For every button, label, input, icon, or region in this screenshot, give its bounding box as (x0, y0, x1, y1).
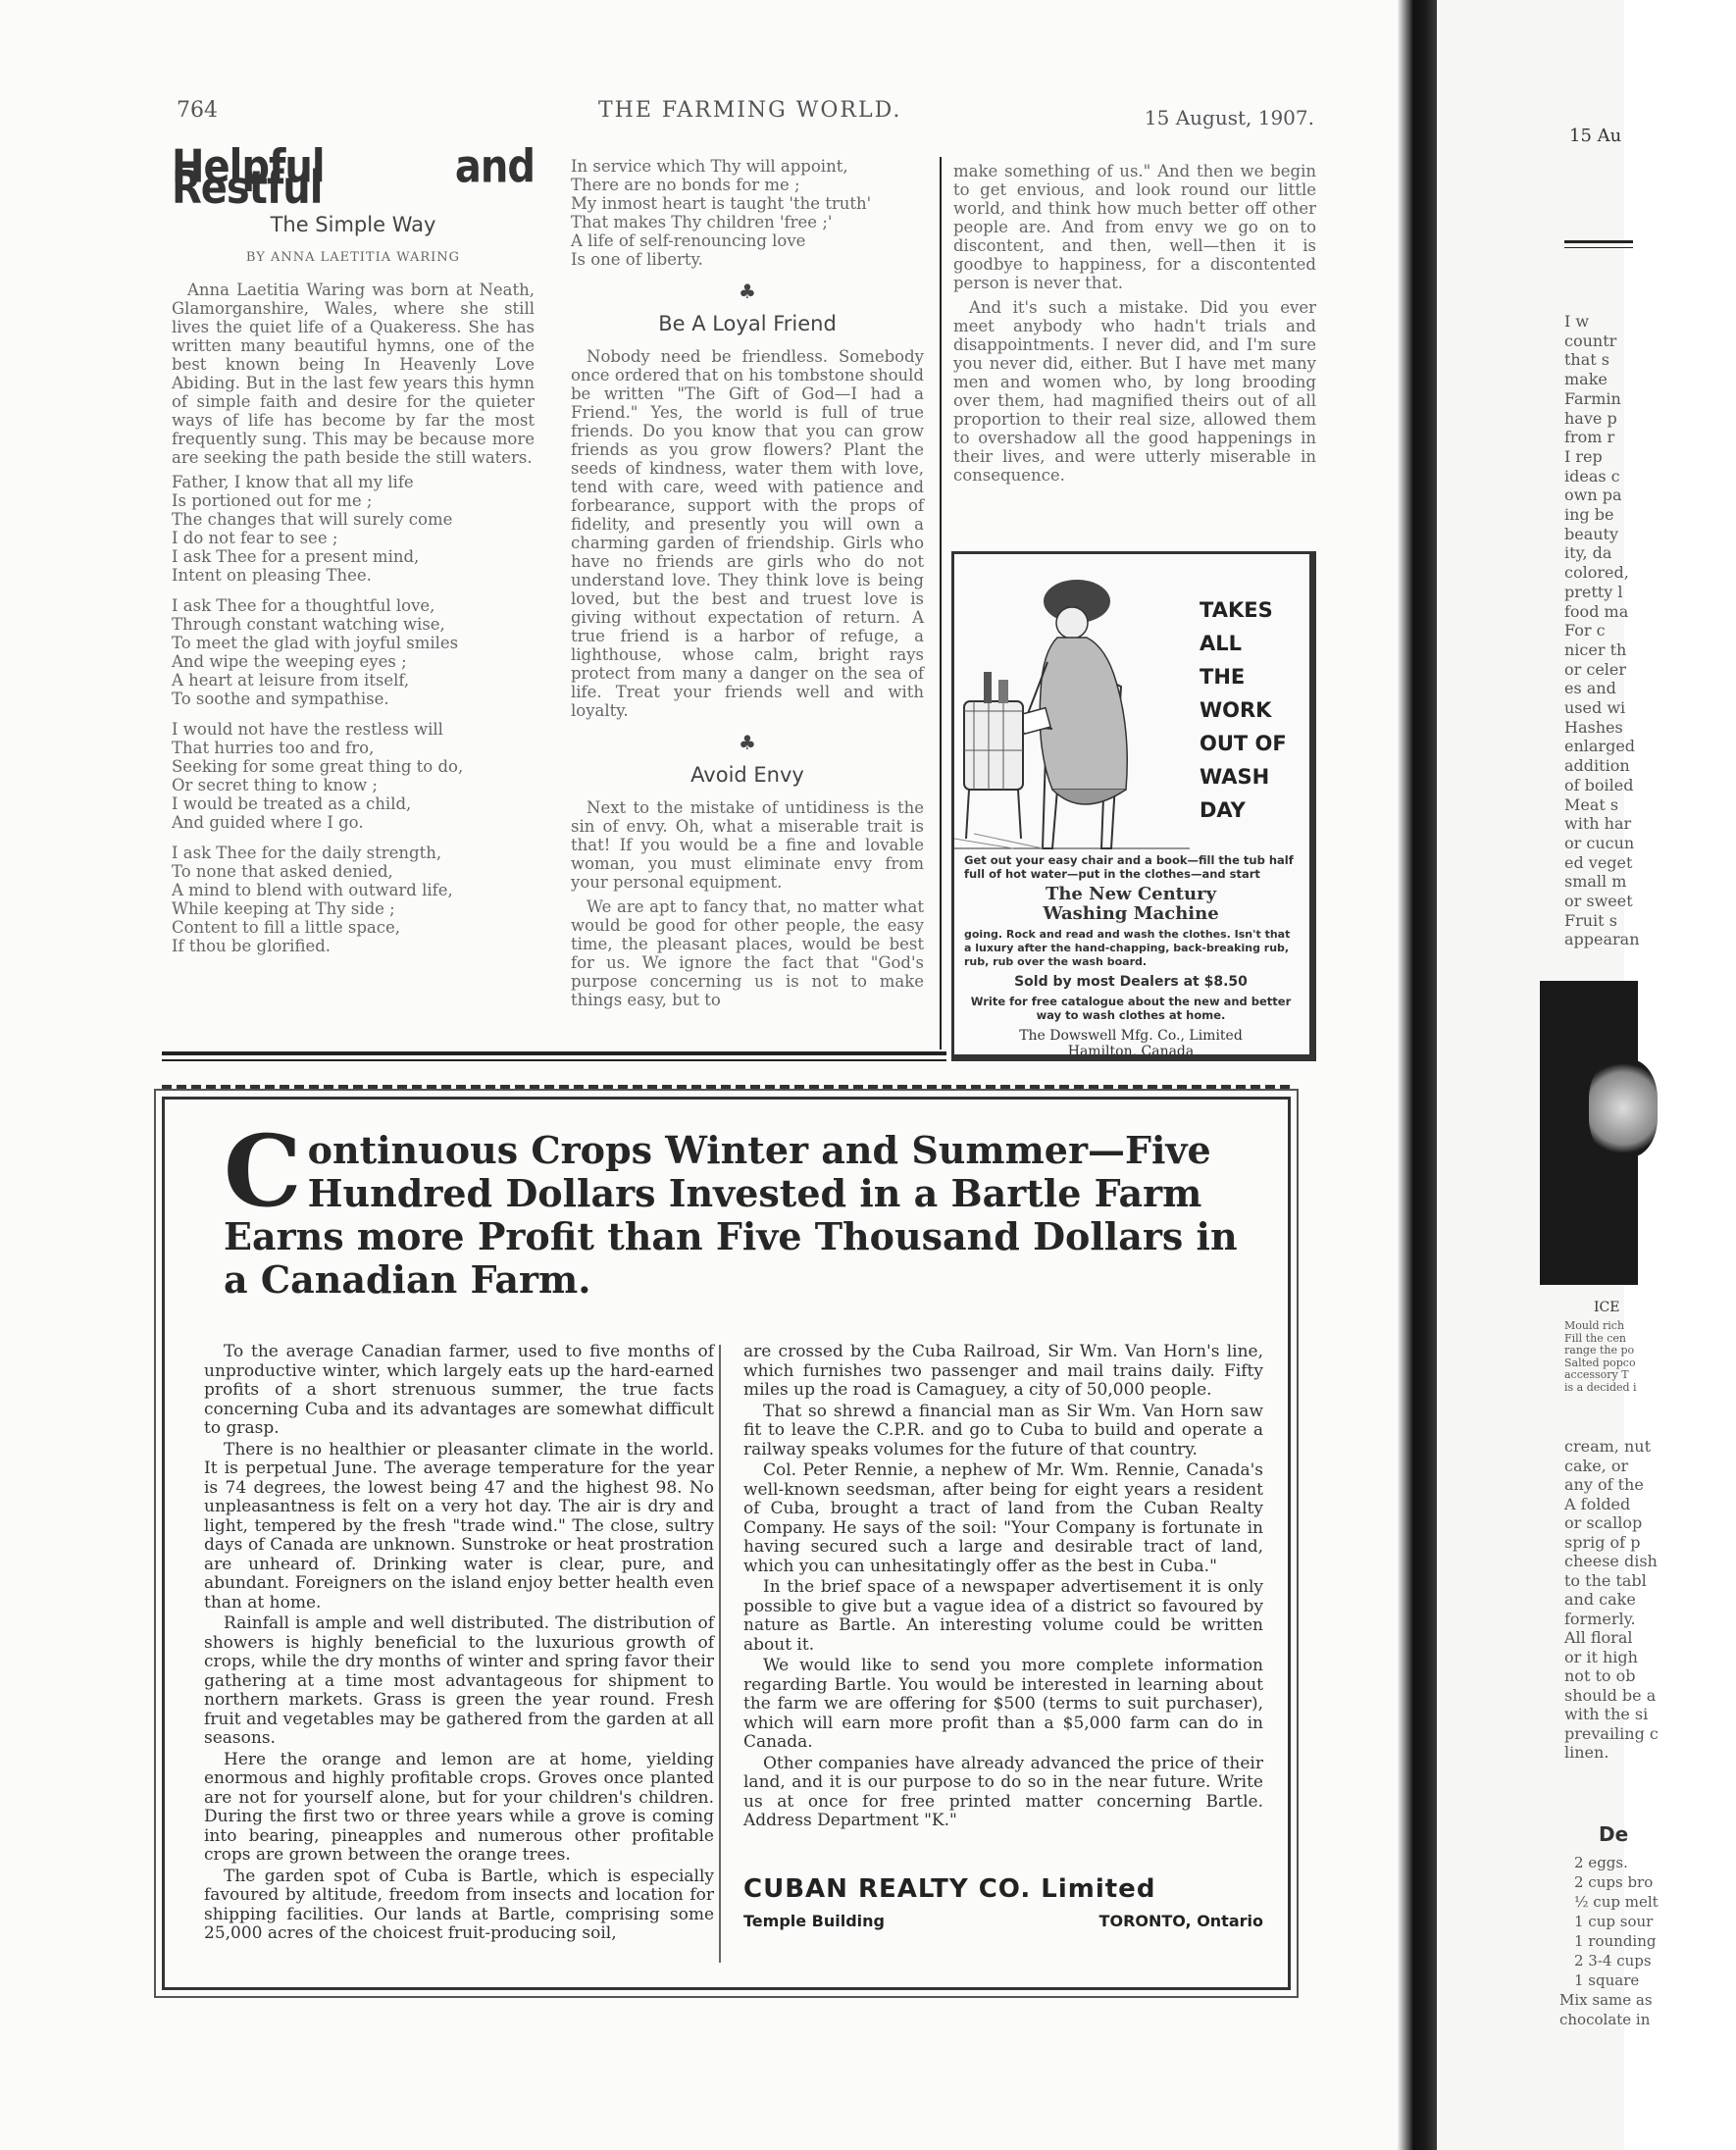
ad-left-column (204, 1343, 714, 1946)
address-city: TORONTO, Ontario (1098, 1912, 1263, 1930)
facing-line: es and (1564, 679, 1616, 698)
section-title: Helpful and Restful (172, 140, 535, 215)
facing-line: 2 3-4 cups (1574, 1952, 1652, 1970)
facing-line: 1 rounding (1574, 1932, 1657, 1950)
facing-line: make (1564, 370, 1608, 389)
facing-line: Fill the cen (1564, 1331, 1626, 1345)
slogan-line: OUT OF (1200, 732, 1287, 755)
facing-line: have p (1564, 408, 1617, 428)
facing-rule (1564, 240, 1633, 243)
facing-line: ing be (1564, 505, 1614, 524)
facing-line: enlarged (1564, 737, 1636, 756)
woman-reading-illustration (954, 554, 1190, 858)
washing-machine-ad (951, 551, 1316, 1061)
facing-header: 15 Au (1569, 126, 1622, 146)
facing-line: All floral (1564, 1628, 1633, 1647)
dashed-rule (162, 1085, 1290, 1090)
facing-line: food ma (1564, 601, 1629, 621)
ad-paragraph: Here the orange and lemon are at home, yielding enormous and highly profitable crops. Groves once planted are not for yourself alone, but for your children's children. During the first two or three years while a grove is coming into bearing, pineapples and numerous other profitable crops are grown between the orange trees. (204, 1749, 714, 1865)
page-gutter (1398, 0, 1437, 2150)
column-helpful-and-restful (172, 140, 535, 967)
slogan-line: ALL (1200, 632, 1243, 655)
facing-line: or sweet (1564, 892, 1633, 910)
stanza-3: I would not have the restless will That hurries too and fro, Seeking for some great thing to do, Or secret thing to know ; I would be treated as a child, And guided where I go. (172, 720, 464, 832)
avoid-envy-text-2: We are apt to fancy that, no matter what would be good for other people, the easy time, the pleasant places, would be best for us. We ignore the fact that "God's purpose concerning us is not to make things easy, but to (571, 897, 924, 1009)
horizontal-rule (162, 1059, 946, 1061)
machine-name-1: The New Century (1045, 884, 1217, 904)
facing-line: nicer th (1564, 640, 1627, 659)
avoid-envy-continued-1: make something of us." And then we begin to get envious, and look round our little world, and think how much better off other people are. And from envy we go on to discontent, and then, well—then it is goodbye to happiness, for a discontented person is never that. (953, 162, 1316, 292)
stanza-2: I ask Thee for a thoughtful love, Through constant watching wise, To meet the glad with joyful smiles And wipe the weeping eyes ; A heart at leisure from itself, To soothe and sympathise. (172, 596, 459, 708)
facing-line: any of the (1564, 1475, 1644, 1494)
facing-line: with har (1564, 814, 1632, 834)
author-intro: Anna Laetitia Waring was born at Neath, Glamorganshire, Wales, where she still lives the quiet life of a Quakeress. She has written many beautiful hymns, one of the best known being In Heavenly Love Abiding. But in the last few years this hymn of simple faith and desire for the quieter ways of life has become by far the most frequently sung. This may be because more are seeking the path beside the still waters. (172, 281, 535, 467)
facing-line: prevailing c (1564, 1723, 1659, 1743)
ad-paragraph: We would like to send you more complete information regarding Bartle. You would be interested in learning about the farm we are offering for $500 (terms to suit purchaser), which will earn more profit than a $5,000 farm can do in Canada. (743, 1656, 1263, 1752)
facing-line: or celer (1564, 659, 1627, 679)
ad-slogan (1200, 593, 1298, 827)
stanza-4: I ask Thee for the daily strength, To none that asked denied, A mind to blend with outward life, While keeping at Thy side ; Content to fill a little space, If thou be glorified. (172, 844, 453, 955)
lace-photo (1540, 981, 1638, 1285)
company-address (743, 1912, 1263, 1941)
article-title-simple-way: The Simple Way (270, 213, 436, 236)
ad-paragraph: To the average Canadian farmer, used to five months of unproductive winter, which largely eats up the hard-earned profits of a short strenuous summer, the true facts concerning Cuba and its advantages are somewhat difficult to grasp. (204, 1342, 714, 1438)
issue-date: 15 August, 1907. (1144, 106, 1314, 129)
hymn-poem-end (571, 157, 924, 269)
slogan-line: DAY (1200, 798, 1246, 822)
doily-image (1589, 1059, 1658, 1157)
ad-company-city: Hamilton, Canada (1067, 1044, 1195, 1059)
facing-line: countr (1564, 331, 1617, 350)
facing-line: cream, nut (1564, 1437, 1651, 1456)
facing-line: should be a (1564, 1685, 1657, 1705)
facing-line: appearan (1564, 930, 1640, 949)
ad-company: The Dowswell Mfg. Co., Limited (1019, 1028, 1243, 1044)
facing-line: I rep (1564, 446, 1603, 466)
club-ornament-icon: ♣ (739, 280, 756, 303)
address-building: Temple Building (743, 1912, 886, 1930)
ad-price: Sold by most Dealers at $8.50 (1014, 974, 1248, 990)
facing-line: 2 eggs. (1574, 1854, 1628, 1871)
facing-line: Meat s (1564, 794, 1619, 814)
facing-line: ity, da (1564, 543, 1612, 563)
column-right (953, 162, 1316, 490)
facing-line: or it high (1564, 1647, 1638, 1666)
facing-line: range the po (1564, 1344, 1635, 1357)
ad-paragraph: That so shrewd a financial man as Sir Wm. Van Horn saw fit to leave the C.P.R. and go to Cuba to build and operate a railway speaks volumes for the future of that country. (743, 1401, 1263, 1459)
facing-line: ½ cup melt (1574, 1893, 1659, 1911)
headline-text: ontinuous Crops Winter and Summer—Five Hundred Dollars Invested in a Bartle Farm Earns more Profit than Five Thousand Dollars in a Canadian Farm. (224, 1128, 1238, 1302)
page-header (177, 98, 1314, 137)
facing-page (1437, 0, 1659, 2150)
facing-line: Fruit s (1564, 910, 1617, 930)
avoid-envy-text-1: Next to the mistake of untidiness is the sin of envy. Oh, what a miserable trait is that! If you would be a fine and lovable woman, you must eliminate envy from your personal equipment. (571, 798, 924, 892)
article-title-avoid-envy: Avoid Envy (690, 763, 804, 787)
facing-line: cheese dish (1564, 1552, 1658, 1570)
facing-line: ideas c (1564, 466, 1620, 486)
slogan-line: TAKES (1200, 598, 1273, 622)
facing-line: not to ob (1564, 1666, 1636, 1685)
ad-lead: Get out your easy chair and a book—fill the tub half full of hot water—put in the clothes—and start (964, 853, 1294, 881)
facing-rule (1564, 247, 1633, 248)
company-name: CUBAN REALTY CO. Limited (743, 1874, 1156, 1904)
ad-right-column (743, 1343, 1263, 1833)
facing-caption: ICE (1594, 1300, 1620, 1315)
headline-initial: C (224, 1113, 302, 1229)
facing-line: small m (1564, 872, 1627, 892)
ad-paragraph: Rainfall is ample and well distributed. The distribution of showers is highly beneficial to the luxurious growth of crops, while the dry months of winter and spring favor their gathering at a time most advantageous for shipment to northern markets. Grass is green the year round. Fresh fruit and vegetables may be gathered from the garden at all seasons. (204, 1613, 714, 1748)
facing-line: pretty l (1564, 582, 1623, 601)
facing-line: sprig of p (1564, 1532, 1641, 1552)
facing-line: For c (1564, 621, 1606, 640)
facing-line: cake, or (1564, 1456, 1629, 1475)
facing-line: beauty (1564, 524, 1619, 543)
final-stanza: In service which Thy will appoint, There are no bonds for me ; My inmost heart is taught 'the truth' That makes Thy children 'free ;' A life of self-renouncing love Is one of liberty. (571, 157, 872, 269)
hymn-poem (172, 473, 535, 955)
facing-line: to the tabl (1564, 1570, 1647, 1590)
facing-line: of boiled (1564, 775, 1634, 794)
facing-line: own pa (1564, 486, 1622, 505)
ad-column-separator (719, 1345, 721, 1963)
ad-body: going. Rock and read and wash the clothes. Isn't that a luxury after the hand-chapping, back-breaking rub, rub, rub over the wash board. (964, 928, 1291, 968)
facing-line: colored, (1564, 563, 1629, 583)
loyal-friend-text: Nobody need be friendless. Somebody once ordered that on his tombstone should be written "The Gift of God—I had a Friend." Yes, the world is full of true friends. Do you know that you can grow friends as you grow flowers? Plant the seeds of kindness, water them with love, tend with care, weed with patience and forbearance, support with the props of fidelity, and presently you will own a charming garden of friendship. Girls who have no friends are girls who do not understand love. They think love is being loved, but the best and truest love is giving without expectation of return. A true friend is a harbor of refuge, a lighthouse, whose calm, bright rays protect from many a danger on the sea of life. Treat your friends well and with loyalty. (571, 347, 924, 720)
facing-line: Salted popco (1564, 1356, 1636, 1369)
facing-line: 2 cups bro (1574, 1873, 1654, 1891)
ad-catalogue: Write for free catalogue about the new and better way to wash clothes at home. (970, 995, 1292, 1022)
facing-line: Farmin (1564, 388, 1621, 408)
facing-line: Mix same as (1559, 1991, 1653, 2009)
stanza-1: Father, I know that all my life Is portioned out for me ; The changes that will surely come I do not fear to see ; I ask Thee for a present mind, Intent on pleasing Thee. (172, 473, 453, 585)
facing-line: and cake (1564, 1590, 1636, 1609)
facing-line: chocolate in (1559, 2011, 1651, 2028)
ad-paragraph: The garden spot of Cuba is Bartle, which is especially favoured by altitude, freedom from insects and location for shipping facilities. Our lands at Bartle, comprising some 25,000 acres of the choicest fruit-producing soil, (204, 1866, 714, 1943)
ad-paragraph: Col. Peter Rennie, a nephew of Mr. Wm. Rennie, Canada's well-known seedsman, after being for eight years a resident of Cuba, brought a tract of land from the Cuban Realty Company. He says of the soil: "Your Company is fortunate in having secured such a large and desirable tract of land, which you can unhesitatingly offer as the best in Cuba." (743, 1460, 1263, 1576)
facing-line: is a decided i (1564, 1380, 1637, 1394)
facing-line: from r (1564, 428, 1615, 447)
facing-line: or cucun (1564, 833, 1635, 852)
ad-paragraph: There is no healthier or pleasanter climate in the world. It is perpetual June. The average temperature for the year is 74 degrees, the lowest being 47 and the highest 98. No unpleasantness is felt on a very hot day. The air is dry and light, tempered by the fresh "trade wind." The close, sultry days of Canada are unknown. Sunstroke or heat prostration are unheard of. Drinking water is clear, pure, and abundant. Foreigners on the island enjoy better health even than at home. (204, 1439, 714, 1612)
facing-line: used wi (1564, 698, 1626, 717)
ad-paragraph: are crossed by the Cuba Railroad, Sir Wm. Van Horn's line, which furnishes two passenger and mail trains daily. Fifty miles up the road is Camaguey, a city of 50,000 people. (743, 1342, 1263, 1400)
facing-line: Hashes (1564, 717, 1623, 737)
journal-title: THE FARMING WORLD. (598, 98, 902, 123)
facing-recipe-head: De (1599, 1822, 1629, 1846)
page-number: 764 (177, 98, 218, 123)
slogan-line: WORK (1200, 698, 1272, 722)
facing-line: Mould rich (1564, 1319, 1625, 1332)
byline: BY ANNA LAETITIA WARING (245, 250, 461, 265)
club-ornament-icon: ♣ (739, 731, 756, 754)
ad-paragraph: Other companies have already advanced the price of their land, and it is our purpose to do so in the near future. Write us at once for free printed matter concerning Bartle. Address Department "K." (743, 1753, 1263, 1830)
facing-line: I w (1564, 312, 1590, 331)
machine-name-2: Washing Machine (1043, 903, 1219, 924)
facing-line: linen. (1564, 1743, 1609, 1762)
slogan-line: WASH (1200, 765, 1270, 789)
facing-line: addition (1564, 756, 1630, 776)
column-rule (940, 157, 942, 1049)
horizontal-rule (162, 1051, 946, 1055)
ad-headline (224, 1113, 1263, 1302)
ad-copy (964, 853, 1298, 1059)
facing-line: or scallop (1564, 1513, 1643, 1532)
facing-line: ed veget (1564, 852, 1633, 872)
slogan-line: THE (1200, 665, 1246, 689)
ad-paragraph: In the brief space of a newspaper advertisement it is only possible to give but a vague idea of a district so favoured by nature as Bartle. An interesting volume could be written about it. (743, 1577, 1263, 1655)
ad-signature (743, 1874, 1263, 1941)
facing-line: formerly. (1564, 1609, 1636, 1628)
facing-line: that s (1564, 350, 1609, 370)
facing-line: 1 square (1574, 1971, 1640, 1989)
facing-line: accessory T (1564, 1368, 1629, 1381)
article-title-loyal-friend: Be A Loyal Friend (658, 312, 837, 335)
facing-line: 1 cup sour (1574, 1913, 1654, 1930)
column-middle (571, 157, 924, 1015)
avoid-envy-continued-2: And it's such a mistake. Did you ever meet anybody who hadn't trials and disappointments. I never did, and I'm sure you never did, either. But I have met many men and women who, by long brooding over them, had magnified theirs out of all proportion to their real size, allowed them to overshadow all the good happenings in their lives, and were utterly miserable in consequence. (953, 298, 1316, 485)
facing-line: with the si (1564, 1705, 1649, 1723)
facing-line: A folded (1564, 1494, 1631, 1513)
cuban-realty-ad (162, 1097, 1291, 1990)
